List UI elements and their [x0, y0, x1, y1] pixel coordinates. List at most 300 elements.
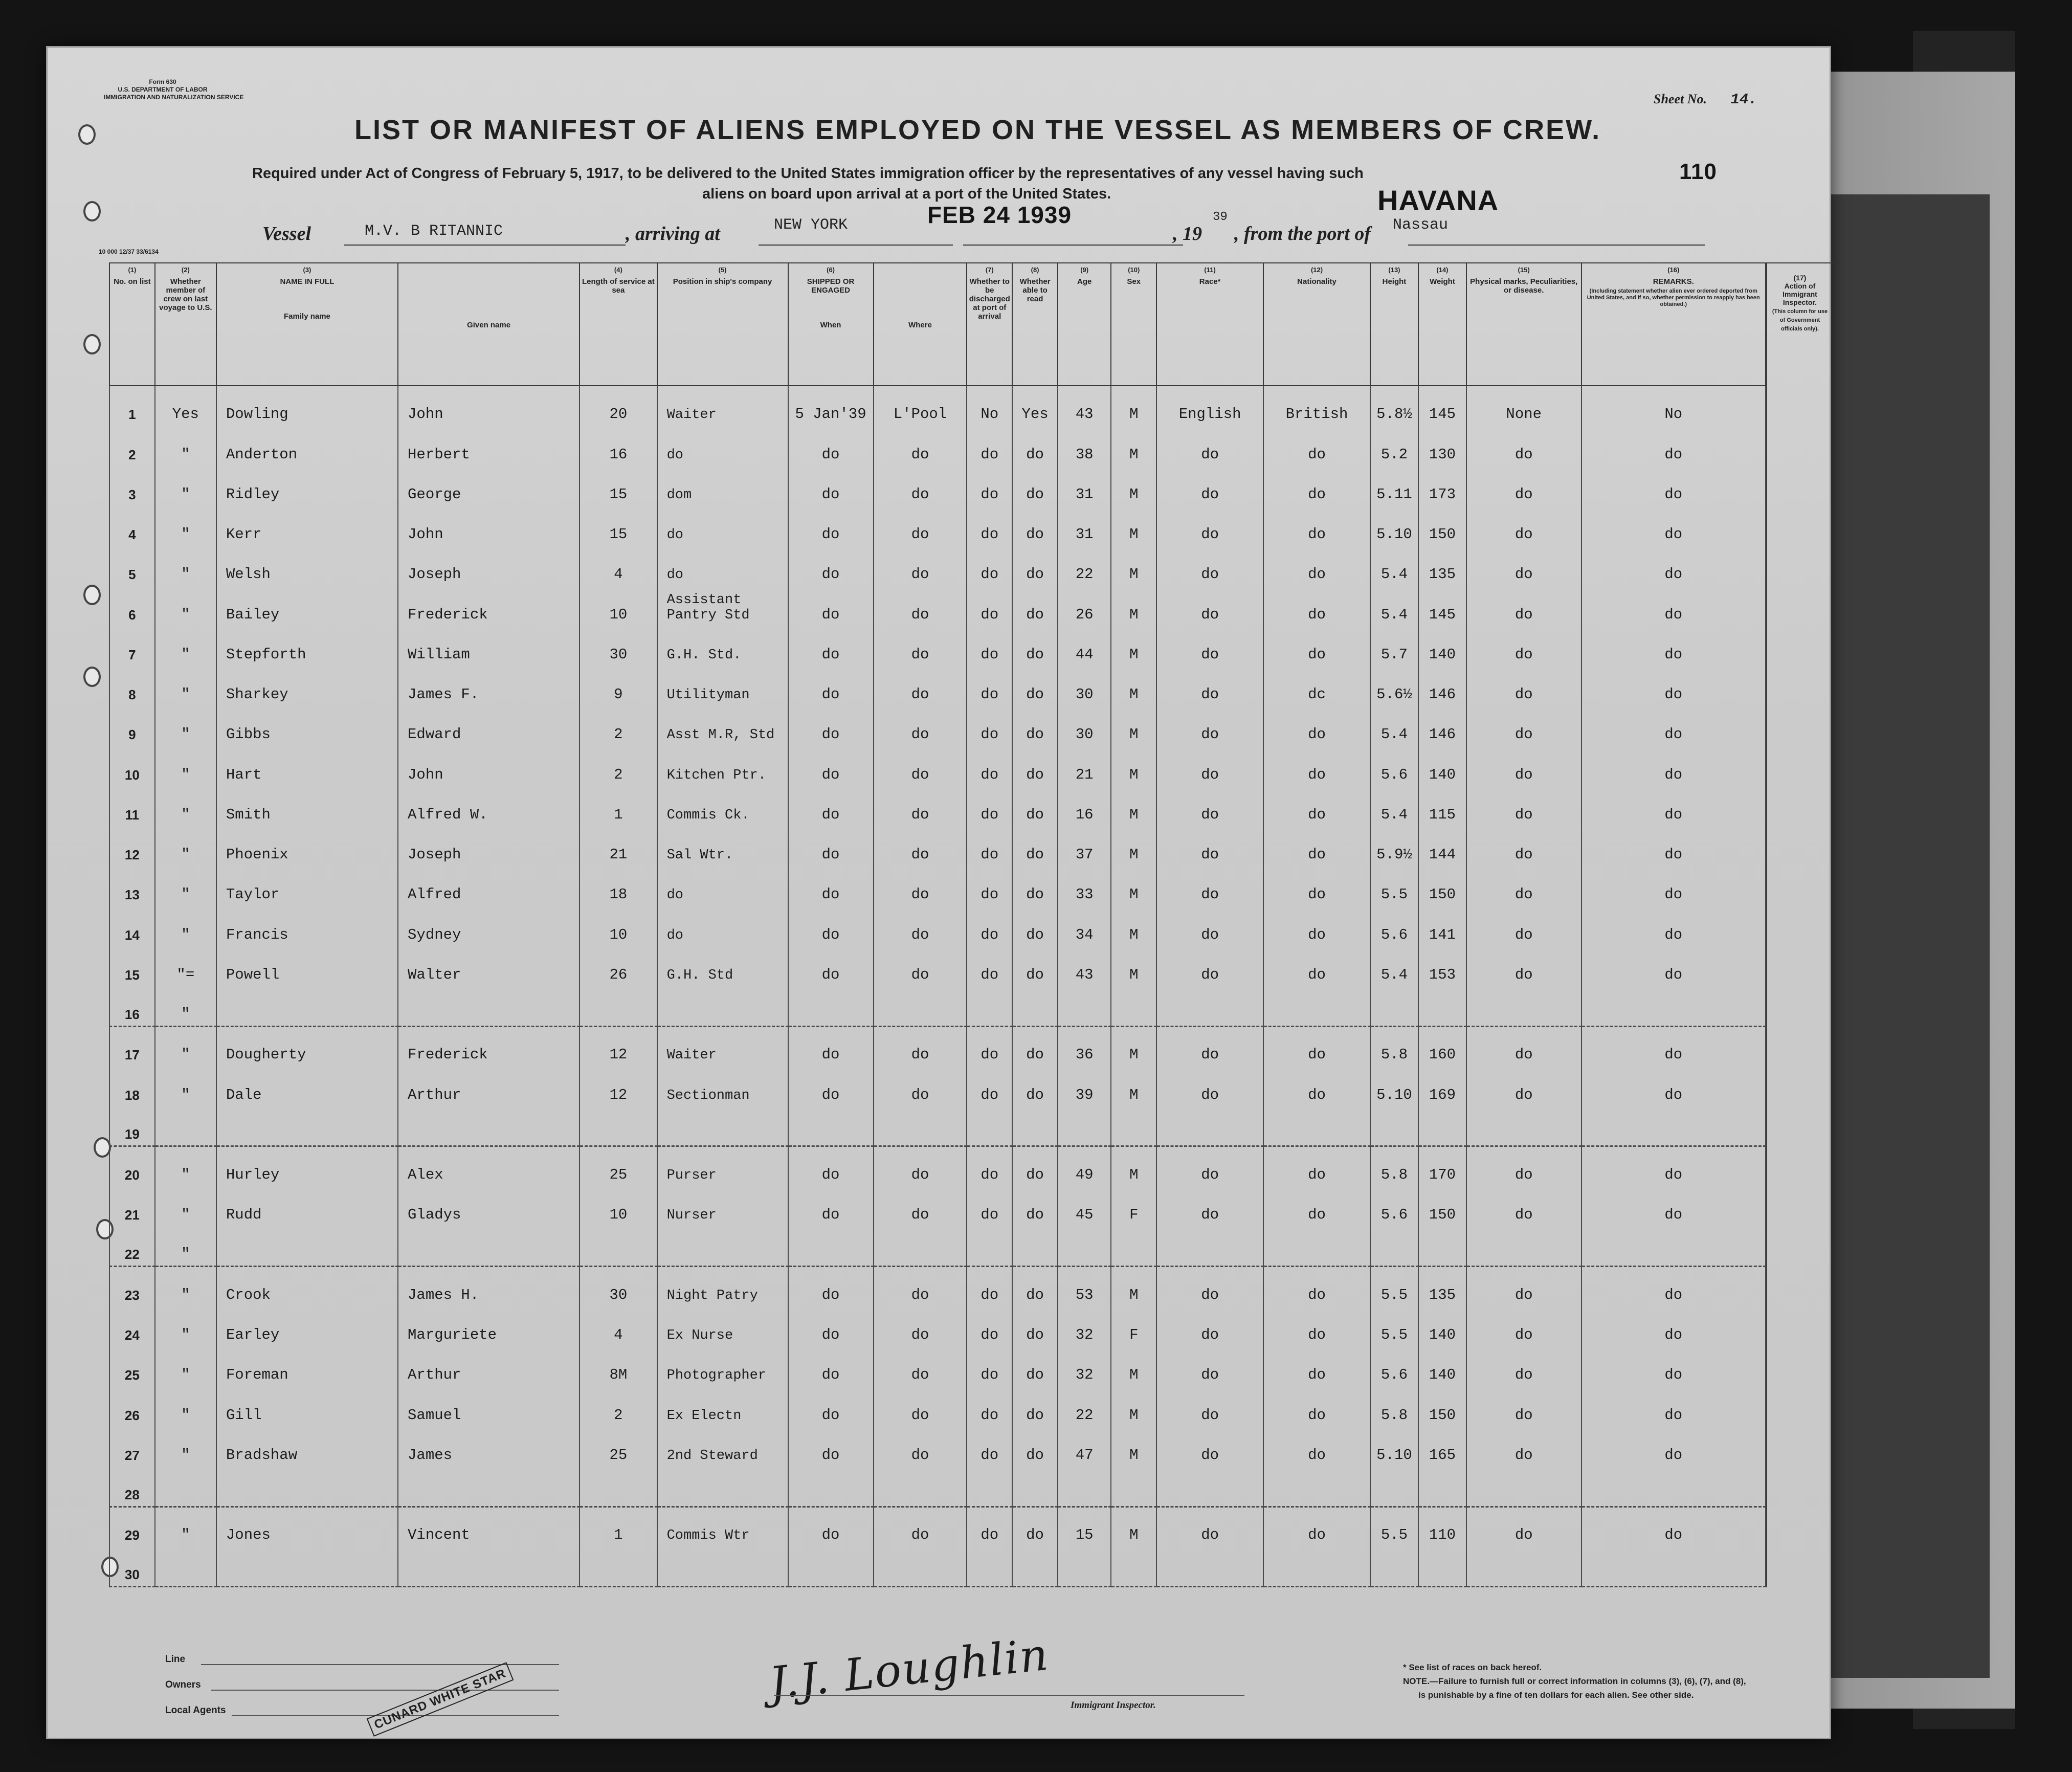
- punch-hole-icon: [94, 1137, 111, 1158]
- remarks-cell: do: [1581, 586, 1766, 626]
- table-row: [109, 906, 1766, 946]
- blank-table-row: [109, 1467, 1766, 1507]
- discharged-cell: [967, 986, 1012, 1026]
- table-row: [109, 1066, 1766, 1106]
- table-row: [109, 1146, 1766, 1186]
- previous-voyage-cell: ": [155, 1146, 216, 1186]
- height-cell: 5.10: [1370, 506, 1418, 546]
- weight-cell: [1418, 1226, 1466, 1266]
- sex-cell: M: [1111, 946, 1156, 986]
- weight-cell: 135: [1418, 546, 1466, 586]
- height-cell: 5.6½: [1370, 666, 1418, 706]
- manifest-title: LIST OR MANIFEST OF ALIENS EMPLOYED ON THE VESSEL AS MEMBERS OF CREW.: [354, 115, 1601, 145]
- physical-marks-cell: [1466, 1546, 1581, 1586]
- row-number: 23: [109, 1267, 155, 1306]
- shipped-where-cell: do: [874, 626, 967, 666]
- nationality-cell: do: [1263, 546, 1370, 586]
- shipped-where-cell: [874, 1467, 967, 1507]
- sex-cell: M: [1111, 626, 1156, 666]
- previous-voyage-cell: ": [155, 1267, 216, 1306]
- given-name-cell: James H.: [398, 1267, 580, 1306]
- position-cell: Ex Electn: [657, 1386, 788, 1426]
- age-cell: 37: [1058, 826, 1111, 866]
- table-row: [109, 666, 1766, 706]
- discharged-cell: do: [967, 786, 1012, 826]
- remarks-cell: do: [1581, 626, 1766, 666]
- shipped-where-cell: do: [874, 586, 967, 626]
- discharged-cell: do: [967, 506, 1012, 546]
- given-name-cell: Alex: [398, 1146, 580, 1186]
- row-number: 18: [109, 1066, 155, 1106]
- race-cell: [1156, 1546, 1263, 1586]
- row-number: 9: [109, 706, 155, 746]
- previous-voyage-cell: ": [155, 626, 216, 666]
- row-number: 30: [109, 1546, 155, 1586]
- family-name-cell: [216, 1546, 398, 1586]
- form-header: [104, 78, 244, 101]
- header-remarks: (16) REMARKS. (Including statement whether alien ever ordered deported from United States, and if so, whether permission to reapply has been obtained.): [1581, 263, 1766, 386]
- shipped-when-cell: do: [788, 1306, 874, 1346]
- local-agents-label: Local Agents: [165, 1705, 226, 1716]
- nationality-cell: do: [1263, 1026, 1370, 1066]
- sex-cell: M: [1111, 386, 1156, 426]
- length-of-service-cell: 18: [580, 866, 657, 906]
- position-cell: Commis Wtr: [657, 1507, 788, 1546]
- shipped-when-cell: [788, 1467, 874, 1507]
- race-cell: do: [1156, 1507, 1263, 1546]
- remarks-cell: [1581, 986, 1766, 1026]
- height-cell: 5.8: [1370, 1026, 1418, 1066]
- discharged-cell: do: [967, 586, 1012, 626]
- service-name: IMMIGRATION AND NATURALIZATION SERVICE: [104, 94, 244, 101]
- physical-marks-cell: do: [1466, 586, 1581, 626]
- discharged-cell: No: [967, 386, 1012, 426]
- remarks-cell: do: [1581, 1346, 1766, 1386]
- discharged-cell: do: [967, 426, 1012, 466]
- family-name-cell: Phoenix: [216, 826, 398, 866]
- row-number: 25: [109, 1346, 155, 1386]
- punch-hole-icon: [83, 667, 101, 687]
- discharged-cell: do: [967, 906, 1012, 946]
- discharged-cell: do: [967, 1427, 1012, 1467]
- table-row: [109, 586, 1766, 626]
- family-name-cell: Francis: [216, 906, 398, 946]
- shipped-where-cell: do: [874, 466, 967, 506]
- able-to-read-cell: do: [1012, 1386, 1058, 1426]
- remarks-cell: do: [1581, 946, 1766, 986]
- discharged-cell: do: [967, 706, 1012, 746]
- weight-cell: [1418, 986, 1466, 1026]
- given-name-cell: Arthur: [398, 1066, 580, 1106]
- line-label: Line: [165, 1654, 186, 1665]
- previous-voyage-cell: ": [155, 866, 216, 906]
- physical-marks-cell: do: [1466, 746, 1581, 786]
- able-to-read-cell: do: [1012, 1066, 1058, 1106]
- age-cell: [1058, 1226, 1111, 1266]
- previous-voyage-cell: "=: [155, 946, 216, 986]
- race-cell: do: [1156, 1346, 1263, 1386]
- family-name-cell: Welsh: [216, 546, 398, 586]
- sex-cell: M: [1111, 786, 1156, 826]
- shipped-when-cell: do: [788, 1427, 874, 1467]
- page-code: 110: [1679, 159, 1717, 184]
- row-number: 4: [109, 506, 155, 546]
- sex-cell: [1111, 986, 1156, 1026]
- age-cell: 39: [1058, 1066, 1111, 1106]
- sex-cell: M: [1111, 1146, 1156, 1186]
- remarks-cell: do: [1581, 466, 1766, 506]
- length-of-service-cell: 1: [580, 786, 657, 826]
- position-cell: Commis Ck.: [657, 786, 788, 826]
- family-name-cell: Stepforth: [216, 626, 398, 666]
- given-name-cell: John: [398, 746, 580, 786]
- physical-marks-cell: do: [1466, 1427, 1581, 1467]
- height-cell: 5.5: [1370, 1306, 1418, 1346]
- age-cell: 31: [1058, 506, 1111, 546]
- age-cell: 32: [1058, 1346, 1111, 1386]
- weight-cell: 115: [1418, 786, 1466, 826]
- able-to-read-cell: do: [1012, 1306, 1058, 1346]
- remarks-cell: do: [1581, 826, 1766, 866]
- height-cell: 5.6: [1370, 1346, 1418, 1386]
- header-able-to-read: (8) Whether able to read: [1012, 263, 1058, 386]
- age-cell: 33: [1058, 866, 1111, 906]
- sex-cell: M: [1111, 906, 1156, 946]
- row-number: 5: [109, 546, 155, 586]
- length-of-service-cell: 30: [580, 1267, 657, 1306]
- previous-voyage-cell: ": [155, 1427, 216, 1467]
- punch-hole-icon: [83, 585, 101, 605]
- height-cell: 5.4: [1370, 546, 1418, 586]
- remarks-cell: do: [1581, 786, 1766, 826]
- previous-voyage-cell: ": [155, 1226, 216, 1266]
- nationality-cell: do: [1263, 1427, 1370, 1467]
- shipped-when-cell: do: [788, 946, 874, 986]
- weight-cell: 140: [1418, 746, 1466, 786]
- header-weight: (14) Weight: [1418, 263, 1466, 386]
- shipped-where-cell: [874, 1106, 967, 1146]
- position-cell: [657, 1226, 788, 1266]
- race-cell: [1156, 1226, 1263, 1266]
- sex-cell: M: [1111, 1427, 1156, 1467]
- row-number: 8: [109, 666, 155, 706]
- shipped-where-cell: [874, 986, 967, 1026]
- length-of-service-cell: 16: [580, 426, 657, 466]
- position-cell: dom: [657, 466, 788, 506]
- shipped-where-cell: do: [874, 1306, 967, 1346]
- height-cell: 5.6: [1370, 1186, 1418, 1226]
- position-cell: Assistant Pantry Std: [657, 586, 788, 626]
- shipped-where-cell: do: [874, 1427, 967, 1467]
- year-prefix: , 19: [1173, 223, 1202, 245]
- physical-marks-cell: do: [1466, 906, 1581, 946]
- position-cell: G.H. Std.: [657, 626, 788, 666]
- background-page-shadow: [1821, 194, 1990, 1678]
- previous-voyage-cell: ": [155, 786, 216, 826]
- physical-marks-cell: do: [1466, 546, 1581, 586]
- vessel-label: Vessel: [262, 223, 311, 245]
- weight-cell: [1418, 1106, 1466, 1146]
- race-cell: do: [1156, 1186, 1263, 1226]
- height-cell: 5.4: [1370, 586, 1418, 626]
- family-name-cell: Bailey: [216, 586, 398, 626]
- arrival-port: NEW YORK: [774, 216, 848, 234]
- header-discharged: (7) Whether to be discharged at port of arrival: [967, 263, 1012, 386]
- discharged-cell: do: [967, 1026, 1012, 1066]
- age-cell: 22: [1058, 1386, 1111, 1426]
- height-cell: 5.6: [1370, 906, 1418, 946]
- discharged-cell: do: [967, 1267, 1012, 1306]
- previous-voyage-cell: ": [155, 1306, 216, 1346]
- height-cell: 5.4: [1370, 786, 1418, 826]
- shipped-when-cell: do: [788, 1386, 874, 1426]
- shipped-when-cell: [788, 1546, 874, 1586]
- family-name-cell: Taylor: [216, 866, 398, 906]
- row-number: 1: [109, 386, 155, 426]
- table-row: [109, 746, 1766, 786]
- sex-cell: M: [1111, 666, 1156, 706]
- header-length-of-service: (4) Length of service at sea: [580, 263, 657, 386]
- able-to-read-cell: do: [1012, 786, 1058, 826]
- header-age: (9) Age: [1058, 263, 1111, 386]
- row-number: 19: [109, 1106, 155, 1146]
- weight-cell: 153: [1418, 946, 1466, 986]
- family-name-cell: Rudd: [216, 1186, 398, 1226]
- header-family-name: (3) NAME IN FULL Family name: [216, 263, 398, 386]
- remarks-cell: do: [1581, 1066, 1766, 1106]
- given-name-cell: James F.: [398, 666, 580, 706]
- able-to-read-cell: do: [1012, 746, 1058, 786]
- family-name-cell: Anderton: [216, 426, 398, 466]
- race-cell: do: [1156, 666, 1263, 706]
- given-name-cell: John: [398, 506, 580, 546]
- blank-table-row: [109, 1226, 1766, 1266]
- discharged-cell: do: [967, 1386, 1012, 1426]
- shipped-where-cell: L'Pool: [874, 386, 967, 426]
- table-row: [109, 1386, 1766, 1426]
- family-name-cell: Smith: [216, 786, 398, 826]
- race-cell: do: [1156, 1146, 1263, 1186]
- remarks-cell: do: [1581, 906, 1766, 946]
- height-cell: 5.5: [1370, 866, 1418, 906]
- physical-marks-cell: do: [1466, 426, 1581, 466]
- previous-voyage-cell: ": [155, 426, 216, 466]
- given-name-cell: Alfred: [398, 866, 580, 906]
- shipped-when-cell: do: [788, 546, 874, 586]
- family-name-cell: Gill: [216, 1386, 398, 1426]
- shipped-when-cell: do: [788, 666, 874, 706]
- family-name-cell: Kerr: [216, 506, 398, 546]
- physical-marks-cell: do: [1466, 1346, 1581, 1386]
- remarks-cell: No: [1581, 386, 1766, 426]
- race-cell: do: [1156, 1267, 1263, 1306]
- height-cell: 5.5: [1370, 1507, 1418, 1546]
- age-cell: 21: [1058, 746, 1111, 786]
- weight-cell: 150: [1418, 866, 1466, 906]
- family-name-cell: Hart: [216, 746, 398, 786]
- given-name-cell: Sydney: [398, 906, 580, 946]
- given-name-cell: George: [398, 466, 580, 506]
- nationality-cell: [1263, 1467, 1370, 1507]
- arriving-label: , arriving at: [626, 223, 720, 245]
- table-row: [109, 626, 1766, 666]
- remarks-cell: [1581, 1467, 1766, 1507]
- length-of-service-cell: [580, 986, 657, 1026]
- discharged-cell: do: [967, 546, 1012, 586]
- table-row: [109, 786, 1766, 826]
- remarks-cell: [1581, 1106, 1766, 1146]
- able-to-read-cell: do: [1012, 666, 1058, 706]
- sex-cell: [1111, 1546, 1156, 1586]
- sex-cell: M: [1111, 866, 1156, 906]
- previous-voyage-cell: ": [155, 1507, 216, 1546]
- position-cell: 2nd Steward: [657, 1427, 788, 1467]
- table-row: [109, 826, 1766, 866]
- from-port-label: , from the port of: [1234, 223, 1371, 245]
- height-cell: 5.8½: [1370, 386, 1418, 426]
- weight-cell: 141: [1418, 906, 1466, 946]
- physical-marks-cell: [1466, 1106, 1581, 1146]
- age-cell: 30: [1058, 666, 1111, 706]
- punch-hole-icon: [83, 201, 101, 221]
- able-to-read-cell: do: [1012, 1026, 1058, 1066]
- able-to-read-cell: do: [1012, 706, 1058, 746]
- weight-cell: 135: [1418, 1267, 1466, 1306]
- discharged-cell: [967, 1546, 1012, 1586]
- able-to-read-cell: do: [1012, 426, 1058, 466]
- position-cell: [657, 986, 788, 1026]
- shipped-where-cell: do: [874, 946, 967, 986]
- able-to-read-cell: do: [1012, 906, 1058, 946]
- position-cell: Ex Nurse: [657, 1306, 788, 1346]
- position-cell: Sal Wtr.: [657, 826, 788, 866]
- header-inspector-action-note: (This column for use of Government officials only).: [1772, 308, 1828, 332]
- table-row: [109, 546, 1766, 586]
- height-cell: 5.5: [1370, 1267, 1418, 1306]
- arrival-date-stamp: FEB 24 1939: [927, 202, 1072, 228]
- race-cell: do: [1156, 906, 1263, 946]
- race-cell: do: [1156, 866, 1263, 906]
- table-row: [109, 466, 1766, 506]
- weight-cell: 146: [1418, 666, 1466, 706]
- family-name-cell: Dale: [216, 1066, 398, 1106]
- able-to-read-cell: do: [1012, 506, 1058, 546]
- sheet-number-value: 14.: [1730, 91, 1757, 108]
- nationality-cell: do: [1263, 466, 1370, 506]
- penalty-note-line-2: is punishable by a fine of ten dollars for each alien. See other side.: [1418, 1690, 1694, 1700]
- position-cell: [657, 1467, 788, 1507]
- length-of-service-cell: 12: [580, 1026, 657, 1066]
- nationality-cell: do: [1263, 866, 1370, 906]
- sex-cell: M: [1111, 506, 1156, 546]
- given-name-cell: Gladys: [398, 1186, 580, 1226]
- vessel-name: M.V. B RITANNIC: [365, 223, 503, 240]
- remarks-cell: do: [1581, 1306, 1766, 1346]
- table-row: [109, 1507, 1766, 1546]
- weight-cell: 146: [1418, 706, 1466, 746]
- length-of-service-cell: 4: [580, 1306, 657, 1346]
- year-value: 39: [1213, 210, 1228, 224]
- race-cell: do: [1156, 1066, 1263, 1106]
- height-cell: 5.8: [1370, 1386, 1418, 1426]
- family-name-cell: Earley: [216, 1306, 398, 1346]
- row-number: 15: [109, 946, 155, 986]
- row-number: 14: [109, 906, 155, 946]
- sex-cell: M: [1111, 546, 1156, 586]
- discharged-cell: do: [967, 626, 1012, 666]
- given-name-cell: [398, 1546, 580, 1586]
- position-cell: Nurser: [657, 1186, 788, 1226]
- discharged-cell: do: [967, 1146, 1012, 1186]
- remarks-cell: do: [1581, 1267, 1766, 1306]
- position-cell: do: [657, 866, 788, 906]
- able-to-read-cell: do: [1012, 626, 1058, 666]
- length-of-service-cell: 8M: [580, 1346, 657, 1386]
- discharged-cell: do: [967, 1346, 1012, 1386]
- shipped-where-cell: do: [874, 906, 967, 946]
- height-cell: 5.7: [1370, 626, 1418, 666]
- length-of-service-cell: 9: [580, 666, 657, 706]
- previous-voyage-cell: ": [155, 586, 216, 626]
- havana-stamp: HAVANA: [1377, 184, 1499, 216]
- weight-cell: 150: [1418, 506, 1466, 546]
- given-name-cell: [398, 986, 580, 1026]
- height-cell: 5.6: [1370, 746, 1418, 786]
- physical-marks-cell: do: [1466, 1146, 1581, 1186]
- weight-cell: 160: [1418, 1026, 1466, 1066]
- shipped-where-cell: do: [874, 1507, 967, 1546]
- weight-cell: [1418, 1546, 1466, 1586]
- row-number: 22: [109, 1226, 155, 1266]
- previous-voyage-cell: ": [155, 666, 216, 706]
- remarks-cell: do: [1581, 666, 1766, 706]
- table-row: [109, 386, 1766, 426]
- physical-marks-cell: do: [1466, 506, 1581, 546]
- crew-manifest-table: [109, 262, 1766, 1587]
- race-cell: do: [1156, 466, 1263, 506]
- discharged-cell: [967, 1106, 1012, 1146]
- physical-marks-cell: do: [1466, 666, 1581, 706]
- row-number: 17: [109, 1026, 155, 1066]
- able-to-read-cell: do: [1012, 1186, 1058, 1226]
- table-row: [109, 1306, 1766, 1346]
- table-row: [109, 1346, 1766, 1386]
- inspector-signature: J.J. Loughlin: [767, 1629, 1052, 1710]
- race-cell: do: [1156, 626, 1263, 666]
- physical-marks-cell: do: [1466, 706, 1581, 746]
- position-cell: Asst M.R, Std: [657, 706, 788, 746]
- weight-cell: 169: [1418, 1066, 1466, 1106]
- shipped-where-cell: do: [874, 1066, 967, 1106]
- weight-cell: [1418, 1467, 1466, 1507]
- header-nationality: (12) Nationality: [1263, 263, 1370, 386]
- header-shipped-where: Where: [874, 263, 967, 386]
- given-name-cell: Arthur: [398, 1346, 580, 1386]
- given-name-cell: William: [398, 626, 580, 666]
- inspector-action-column: [1766, 262, 1833, 1587]
- age-cell: 32: [1058, 1306, 1111, 1346]
- length-of-service-cell: [580, 1226, 657, 1266]
- race-cell: do: [1156, 786, 1263, 826]
- shipped-when-cell: do: [788, 1146, 874, 1186]
- able-to-read-cell: do: [1012, 946, 1058, 986]
- given-name-cell: Herbert: [398, 426, 580, 466]
- previous-voyage-cell: ": [155, 506, 216, 546]
- shipped-where-cell: do: [874, 1026, 967, 1066]
- shipped-where-cell: [874, 1226, 967, 1266]
- shipped-when-cell: do: [788, 1346, 874, 1386]
- previous-voyage-cell: [155, 1106, 216, 1146]
